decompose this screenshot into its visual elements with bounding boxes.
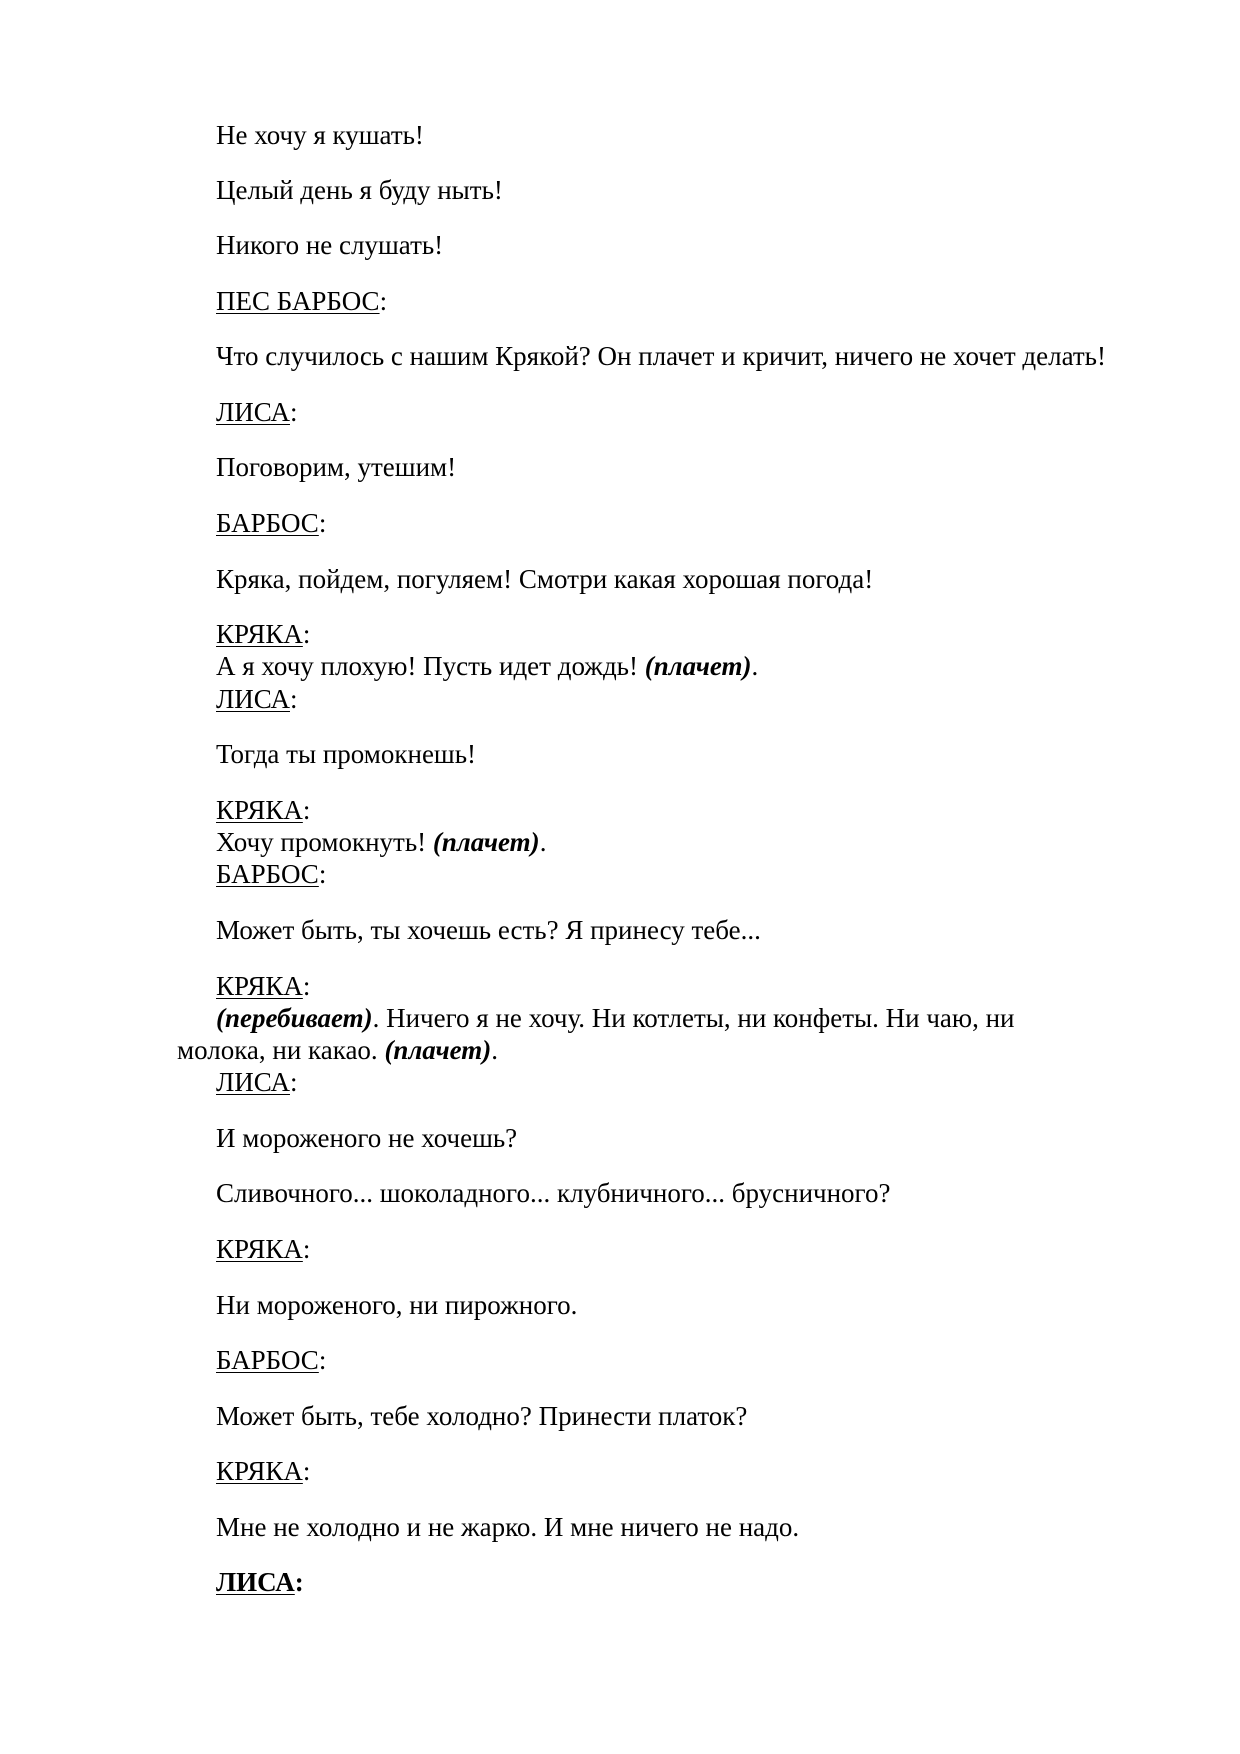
speaker-heading xyxy=(216,861,326,888)
line-text: Никого не слушать! xyxy=(216,230,444,260)
line-text: Что случилось с нашим Крякой? Он плачет и кричит, ничего не хочет делать! xyxy=(216,341,1106,371)
dialogue-line xyxy=(216,1180,890,1207)
dialogue-line xyxy=(177,1037,498,1064)
speaker-name: БАРБОС xyxy=(216,859,319,889)
speaker-colon: : xyxy=(289,684,298,714)
line-text: И мороженого не хочешь? xyxy=(216,1123,518,1153)
speaker-heading xyxy=(216,399,298,426)
dialogue-line xyxy=(216,1292,577,1319)
speaker-colon: : xyxy=(302,795,311,825)
speaker-heading xyxy=(216,973,310,1000)
speaker-name: КРЯКА xyxy=(216,971,303,1001)
line-text: Хочу промокнуть! xyxy=(216,827,433,857)
line-text: Может быть, ты хочешь есть? Я принесу тебе... xyxy=(216,915,761,945)
dialogue-line xyxy=(216,343,1106,370)
speaker-colon: : xyxy=(379,286,388,316)
line-text: Может быть, тебе холодно? Принести платок? xyxy=(216,1401,748,1431)
speaker-heading xyxy=(216,686,298,713)
speaker-colon: : xyxy=(302,971,311,1001)
speaker-heading xyxy=(216,621,310,648)
speaker-colon: : xyxy=(318,1345,327,1375)
speaker-name: КРЯКА xyxy=(216,1234,303,1264)
speaker-colon: : xyxy=(289,397,298,427)
speaker-heading xyxy=(216,1347,326,1374)
speaker-colon: : xyxy=(294,1567,304,1597)
speaker-name: ЛИСА xyxy=(216,684,290,714)
dialogue-line xyxy=(216,122,424,149)
speaker-name: КРЯКА xyxy=(216,795,303,825)
line-text: Кряка, пойдем, погуляем! Смотри какая хорошая погода! xyxy=(216,564,874,594)
speaker-colon: : xyxy=(302,1456,311,1486)
stage-direction: (перебивает) xyxy=(216,1003,373,1033)
speaker-heading xyxy=(216,1069,298,1096)
line-text: Не хочу я кушать! xyxy=(216,120,424,150)
dialogue-line xyxy=(216,1005,1014,1032)
dialogue-line xyxy=(216,829,546,856)
line-text: Целый день я буду ныть! xyxy=(216,175,503,205)
line-text: Мне не холодно и не жарко. И мне ничего не надо. xyxy=(216,1512,800,1542)
stage-direction: (плачет) xyxy=(384,1035,492,1065)
dialogue-line xyxy=(216,1403,747,1430)
speaker-colon: : xyxy=(302,619,311,649)
speaker-heading xyxy=(216,1569,304,1596)
speaker-heading xyxy=(216,1236,310,1263)
speaker-name: ЛИСА xyxy=(216,397,290,427)
speaker-name: ПЕС БАРБОС xyxy=(216,286,380,316)
dialogue-line xyxy=(216,917,761,944)
speaker-name: ЛИСА xyxy=(216,1067,290,1097)
line-text: Сливочного... шоколадного... клубничного... брусничного? xyxy=(216,1178,891,1208)
speaker-colon: : xyxy=(318,508,327,538)
line-text: . Ничего я не хочу. Ни котлеты, ни конфеты. Ни чаю, ни xyxy=(372,1003,1015,1033)
dialogue-line xyxy=(216,454,456,481)
speaker-heading xyxy=(216,1458,310,1485)
dialogue-line xyxy=(216,177,503,204)
speaker-name: КРЯКА xyxy=(216,1456,303,1486)
speaker-name: БАРБОС xyxy=(216,508,319,538)
line-end: . xyxy=(539,827,547,857)
line-end: . xyxy=(751,651,759,681)
line-text: молока, ни какао. xyxy=(177,1035,385,1065)
dialogue-line xyxy=(216,741,476,768)
speaker-colon: : xyxy=(302,1234,311,1264)
dialogue-line xyxy=(216,566,873,593)
line-text: Ни мороженого, ни пирожного. xyxy=(216,1290,578,1320)
speaker-heading xyxy=(216,510,326,537)
dialogue-line xyxy=(216,1125,517,1152)
line-end: . xyxy=(491,1035,498,1065)
line-text: А я хочу плохую! Пусть идет дождь! xyxy=(216,651,645,681)
line-text: Поговорим, утешим! xyxy=(216,452,457,482)
speaker-heading xyxy=(216,288,387,315)
dialogue-line xyxy=(216,232,443,259)
speaker-name: ЛИСА xyxy=(216,1567,295,1597)
dialogue-line xyxy=(216,1514,799,1541)
speaker-name: КРЯКА xyxy=(216,619,303,649)
speaker-name: БАРБОС xyxy=(216,1345,319,1375)
line-text: Тогда ты промокнешь! xyxy=(216,739,477,769)
speaker-colon: : xyxy=(318,859,327,889)
stage-direction: (плачет) xyxy=(644,651,752,681)
speaker-colon: : xyxy=(289,1067,298,1097)
speaker-heading xyxy=(216,797,310,824)
stage-direction: (плачет) xyxy=(432,827,540,857)
dialogue-line xyxy=(216,653,758,680)
